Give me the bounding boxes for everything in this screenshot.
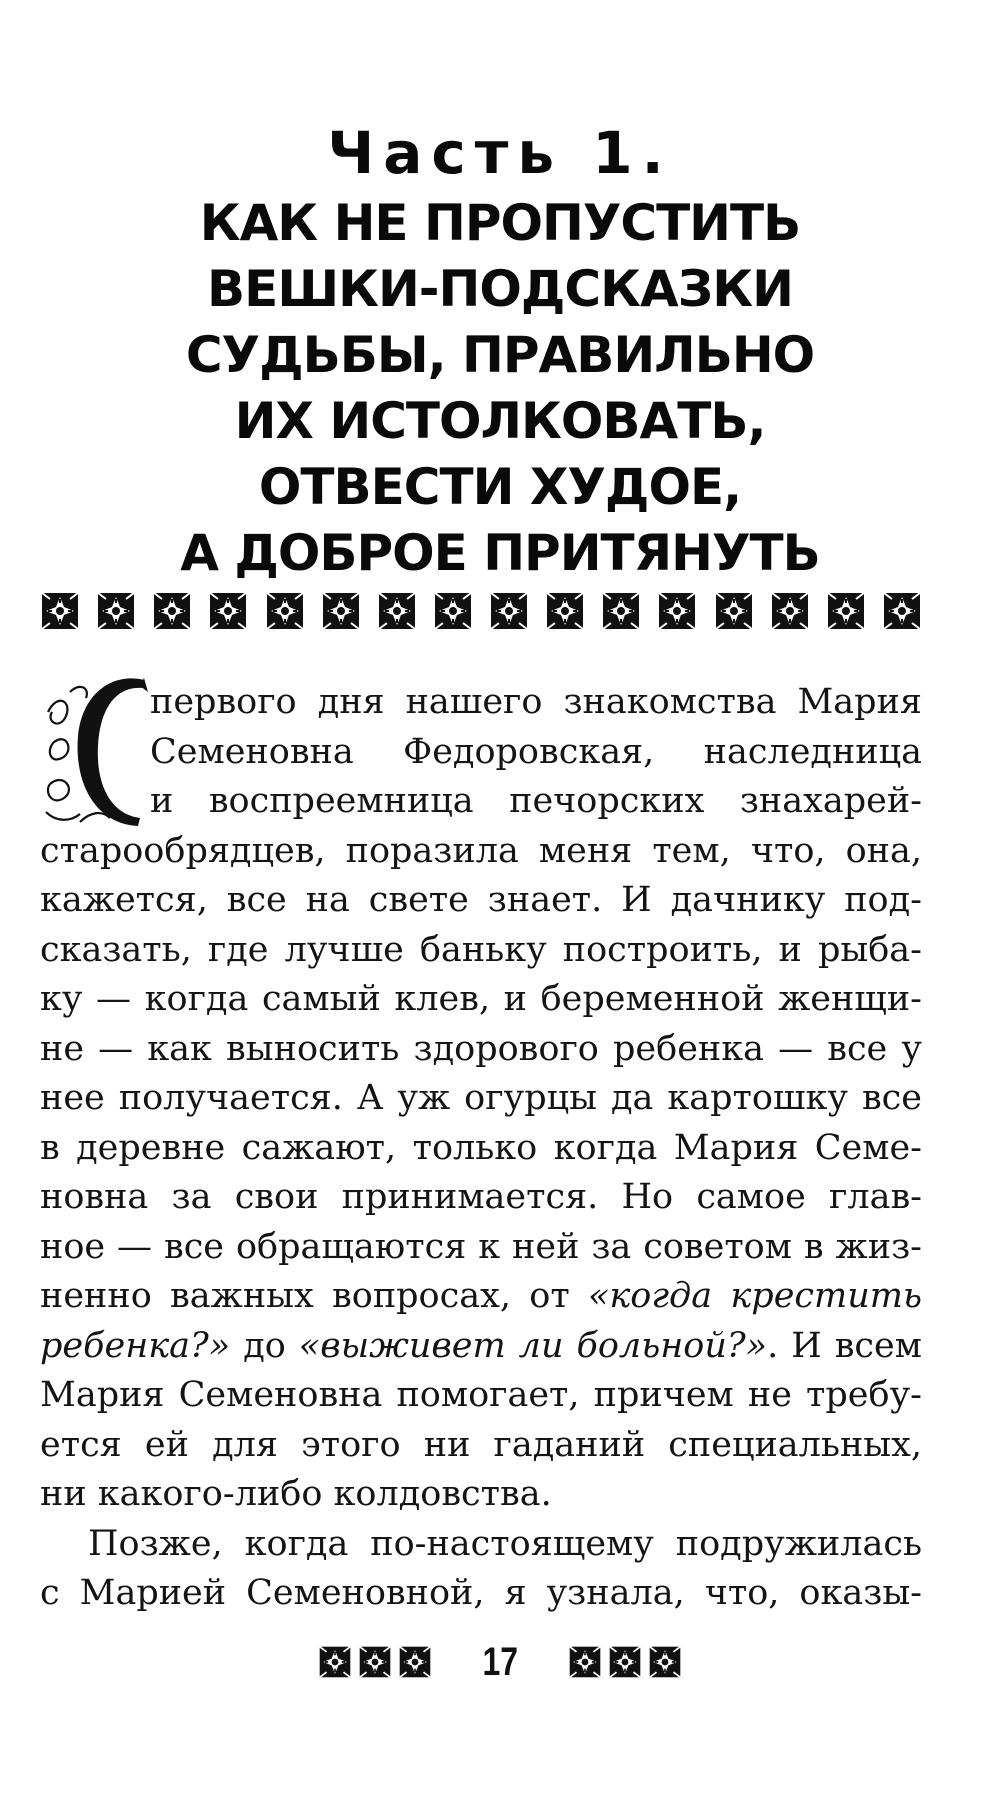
ornament-icon bbox=[714, 591, 754, 631]
ornament-icon bbox=[433, 591, 473, 631]
title-line: ОТВЕСТИ ХУДОЕ, bbox=[258, 458, 742, 516]
ornament-icon bbox=[96, 591, 136, 631]
ornament-icon bbox=[648, 1645, 682, 1679]
text-line: новна за свои принимается. Но самое глав- bbox=[40, 1177, 922, 1217]
ornament-icon bbox=[608, 1645, 642, 1679]
text-line: Мария Семеновна помогает, причем не требу- bbox=[40, 1375, 922, 1415]
page-number: 17 bbox=[482, 1639, 518, 1684]
title-line: А ДОБРОЕ ПРИТЯНУТЬ bbox=[180, 524, 820, 582]
text-line: и воспреемница печорских знахарей- bbox=[150, 781, 922, 821]
ornament-icon bbox=[377, 591, 417, 631]
ornament-icon bbox=[568, 1645, 602, 1679]
ornament-icon bbox=[657, 591, 697, 631]
ornament-icon bbox=[545, 591, 585, 631]
text-line: в деревне сажают, только когда Мария Семе- bbox=[40, 1127, 922, 1168]
title-line: ИХ ИСТОЛКОВАТЬ, bbox=[234, 392, 766, 450]
title-line: КАК НЕ ПРОПУСТИТЬ bbox=[199, 194, 801, 252]
text-line: сказать, где лучше баньку построить, и рыба- bbox=[40, 929, 922, 970]
text-line: не — как выносить здорового ребенка — все у bbox=[40, 1028, 922, 1069]
ornament-divider bbox=[40, 585, 922, 637]
text-line: Позже, когда по-настоящему подружилась bbox=[88, 1523, 922, 1564]
text-line: нее получается. А уж огурцы да картошку все bbox=[40, 1078, 922, 1118]
ornament-icon bbox=[318, 1645, 352, 1679]
title-line: ВЕШКИ-ПОДСКАЗКИ bbox=[207, 260, 793, 318]
ornament-icon bbox=[601, 591, 641, 631]
italic-quote: «выживет ли больной?» bbox=[298, 1325, 768, 1366]
ornament-icon bbox=[358, 1645, 392, 1679]
text-line: Семеновна Федоровская, наследница bbox=[150, 731, 922, 772]
text-line: ку — когда самый клев, и беременной женщи- bbox=[40, 979, 922, 1019]
text-line: ется ей для этого ни гаданий специальных, bbox=[40, 1424, 922, 1465]
text-line bbox=[40, 1322, 922, 1372]
ornament-icon bbox=[152, 591, 192, 631]
ornament-icon bbox=[208, 591, 248, 631]
page-footer bbox=[0, 1632, 1000, 1692]
ornament-icon bbox=[398, 1645, 432, 1679]
text-line: ное — все обращаются к ней за советом в жиз- bbox=[40, 1226, 922, 1267]
body-text bbox=[40, 678, 922, 1619]
footer-ornament-right bbox=[568, 1645, 682, 1679]
part-label: Часть 1. bbox=[327, 119, 673, 187]
title-line: СУДЬБЫ, ПРАВИЛЬНО bbox=[185, 326, 815, 384]
footer-ornament-left bbox=[318, 1645, 432, 1679]
ornament-icon bbox=[826, 591, 866, 631]
text-segment: ненно важных вопросах, от bbox=[40, 1276, 570, 1316]
text-line: старообрядцев, поразила меня тем, что, она, bbox=[40, 830, 922, 871]
ornament-icon bbox=[882, 591, 922, 631]
chapter-heading bbox=[0, 119, 1000, 586]
text-line: первого дня нашего знакомства Мария bbox=[150, 682, 922, 722]
ornament-icon bbox=[40, 591, 80, 631]
text-line: с Марией Семеновной, я узнала, что, оказы- bbox=[40, 1573, 922, 1613]
italic-quote: «когда крестить bbox=[587, 1276, 922, 1316]
text-line: ни какого-либо колдовства. bbox=[40, 1474, 552, 1514]
ornament-icon bbox=[489, 591, 529, 631]
italic-quote: ребенка?» bbox=[40, 1325, 231, 1366]
text-segment: до bbox=[243, 1325, 286, 1366]
text-line bbox=[40, 1272, 922, 1322]
text-segment: . И всем bbox=[767, 1325, 922, 1366]
text-line: кажется, все на свете знает. И дачнику под- bbox=[40, 880, 922, 920]
ornament-icon bbox=[265, 591, 305, 631]
ornament-icon bbox=[321, 591, 361, 631]
ornament-icon bbox=[770, 591, 810, 631]
